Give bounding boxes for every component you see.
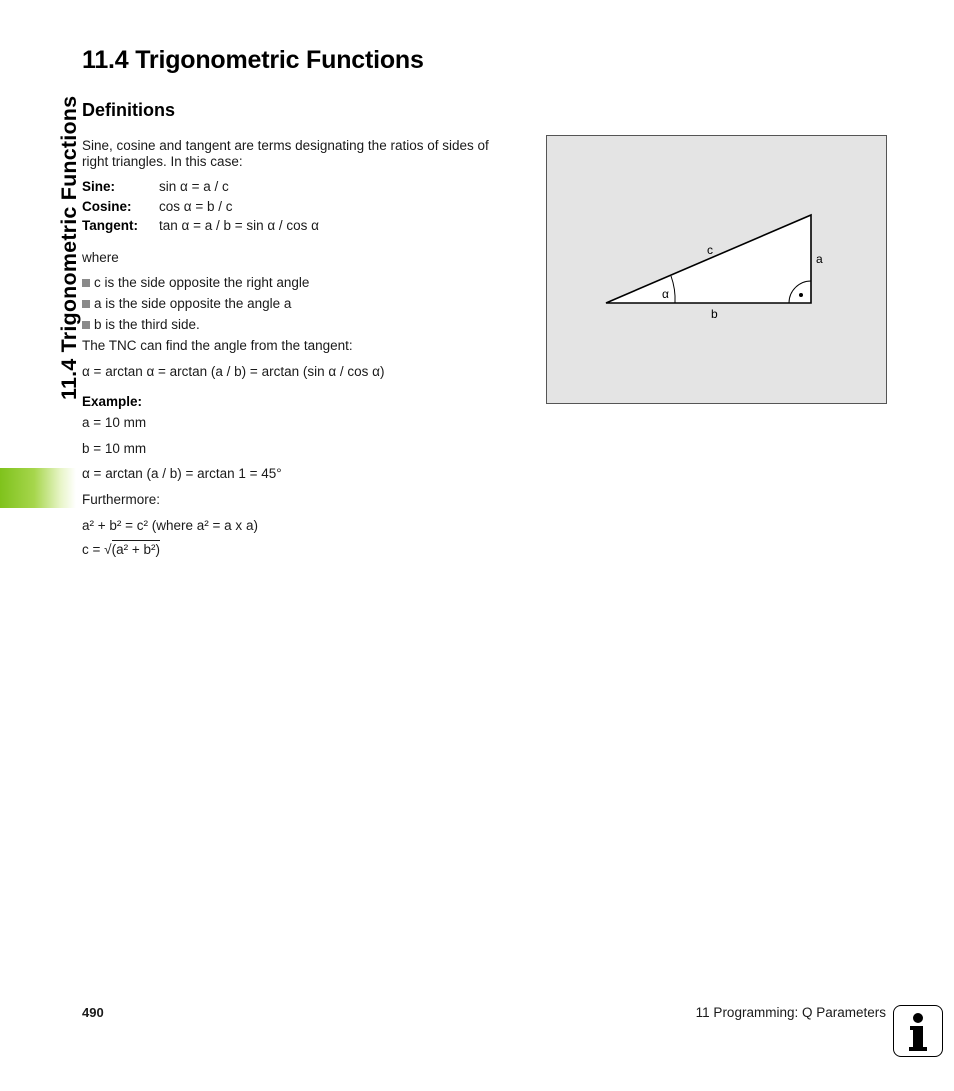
square-bullet-icon — [82, 300, 90, 308]
example-b: b = 10 mm — [82, 441, 147, 456]
side-chapter-title — [31, 52, 81, 402]
c-formula-radicand: (a² + b²) — [111, 542, 160, 557]
info-icon — [893, 1005, 943, 1057]
intro-line-1: Sine, cosine and tangent are terms designating the ratios of sides of — [82, 138, 489, 153]
right-triangle-figure — [546, 135, 887, 404]
list-item — [82, 317, 200, 333]
def-formula-sine: sin α = a / c — [159, 179, 229, 194]
def-term-tangent: Tangent: — [82, 218, 138, 233]
where-label: where — [82, 250, 119, 265]
chapter-tab-marker — [0, 468, 76, 508]
pythagoras-formula: a² + b² = c² (where a² = a x a) — [82, 518, 258, 533]
example-a: a = 10 mm — [82, 415, 147, 430]
side-chapter-title-text: 11.4 Trigonometric Functions — [57, 95, 81, 400]
tangent-note: The TNC can find the angle from the tangent: — [82, 338, 353, 353]
c-formula — [82, 542, 160, 558]
radical-sign-icon: √ — [104, 542, 112, 557]
furthermore-label: Furthermore: — [82, 492, 161, 507]
square-root-expression — [104, 542, 160, 558]
list-item-text: b is the third side. — [94, 317, 200, 332]
list-item — [82, 296, 291, 312]
arctan-formula: α = arctan α = arctan (a / b) = arctan (sin α / cos α) — [82, 364, 385, 379]
example-alpha: α = arctan (a / b) = arctan 1 = 45° — [82, 466, 282, 481]
list-item-text: c is the side opposite the right angle — [94, 275, 310, 290]
def-term-sine: Sine: — [82, 179, 116, 194]
def-formula-tangent: tan α = a / b = sin α / cos α — [159, 218, 319, 233]
side-a-label: a — [816, 252, 823, 266]
chapter-footer: 11 Programming: Q Parameters — [695, 1005, 886, 1020]
angle-alpha-label: α — [662, 287, 669, 301]
info-glyph — [894, 1006, 942, 1056]
c-formula-prefix: c = — [82, 542, 101, 557]
page-title: 11.4 Trigonometric Functions — [82, 46, 424, 74]
intro-line-2: right triangles. In this case: — [82, 154, 243, 169]
square-bullet-icon — [82, 321, 90, 329]
triangle-shape — [606, 215, 811, 303]
side-c-label: c — [707, 243, 713, 257]
example-label: Example: — [82, 394, 143, 409]
right-angle-dot — [799, 293, 803, 297]
list-item — [82, 275, 309, 291]
side-b-label: b — [711, 307, 718, 321]
page-number: 490 — [82, 1005, 104, 1020]
triangle-diagram — [547, 136, 886, 403]
def-term-cosine: Cosine: — [82, 199, 132, 214]
def-formula-cosine: cos α = b / c — [159, 199, 233, 214]
square-bullet-icon — [82, 279, 90, 287]
section-heading: Definitions — [82, 100, 175, 120]
list-item-text: a is the side opposite the angle a — [94, 296, 292, 311]
